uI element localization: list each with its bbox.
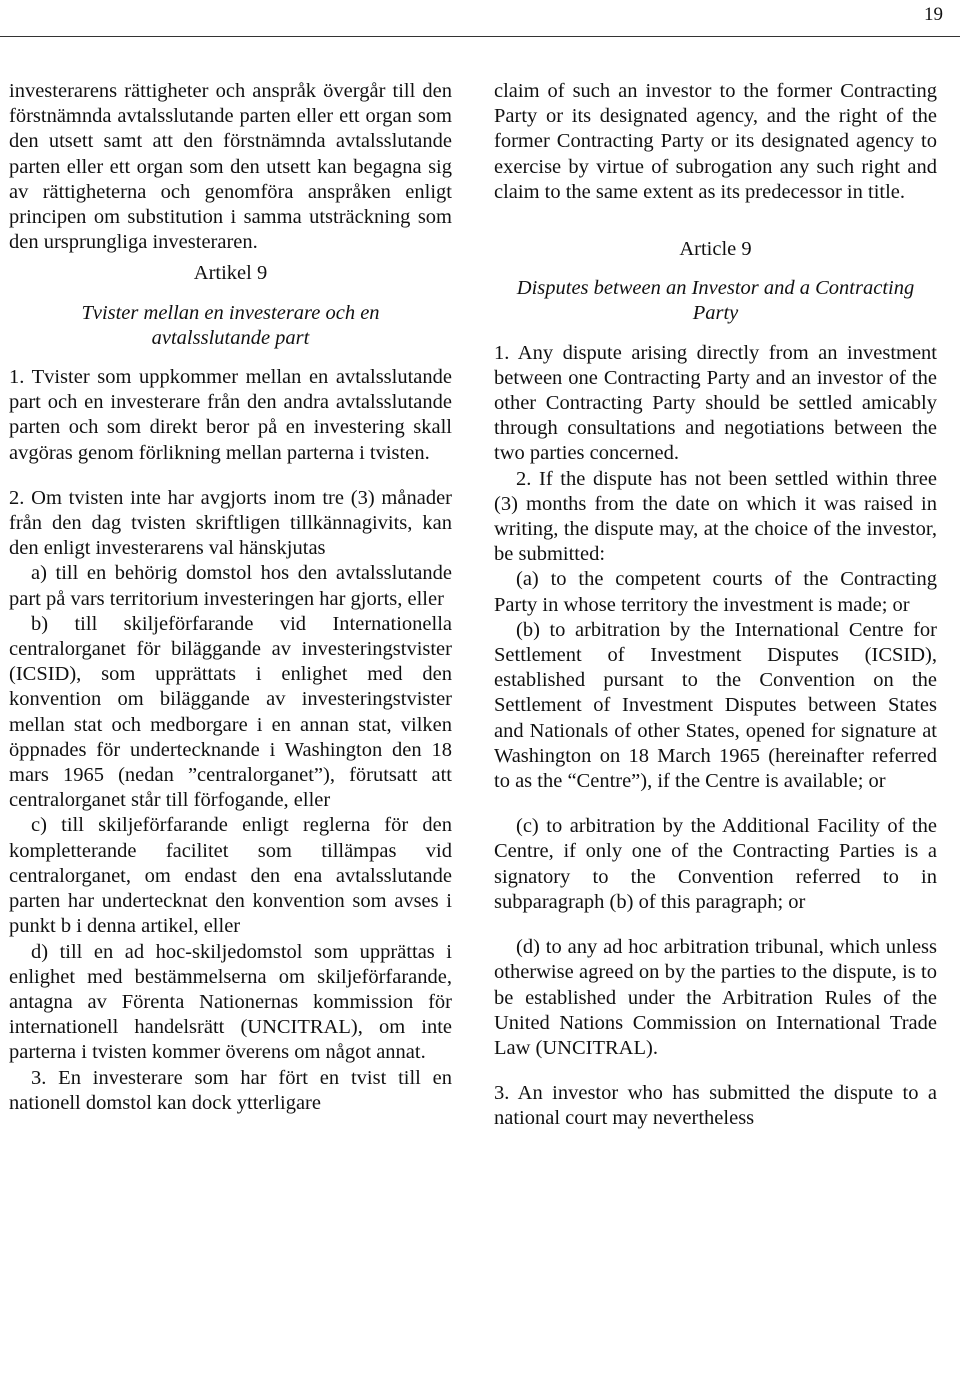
- paragraph-3: 3. En investerare som har fört en tvist till en nationell domstol kan dock ytterligare: [9, 1066, 452, 1114]
- english-column: [494, 79, 937, 1132]
- item-c: (c) to arbitration by the Additional Facility of the Centre, if only one of the Contracting Parties is a signatory to the Convention referred to in subparagraph (b) of this paragraph; or: [494, 815, 937, 913]
- item-a: (a) to the competent courts of the Contracting Party in whose territory the investment is made; or: [494, 568, 937, 616]
- intro-paragraph: claim of such an investor to the former Contracting Party or its designated agency, and the right of the former Contracting Party or its designated agency to exercise by virtue of subrogation any such right and claim to the same extent as its predecessor in title.: [494, 80, 937, 203]
- article-subtitle: Tvister mellan en investerare och en avtalsslutande part: [81, 301, 380, 349]
- article-subtitle: Disputes between an Investor and a Contracting Party: [516, 277, 915, 325]
- paragraph-1: 1. Any dispute arising directly from an investment between one Contracting Party and an investor of the other Contracting Party should be settled amicably through consultations and negotiations between the two parties concerned.: [494, 341, 937, 465]
- item-b: b) till skiljeförfarande vid Internationella centralorganet för biläggande av investeringstvister (ICSID), som upprättats i enlighet med den konvention om biläggande av investeringstvister mellan stat och medborgare i en annan stat, vilken öppnades för undertecknande i Washington den 18 mars 1965 (nedan ”centralorganet”), förutsatt att centralorganet står till förfogande, eller: [9, 612, 452, 812]
- item-d: d) till en ad hoc-skiljedomstol som upprättas i enlighet med bestämmelserna om skiljeförfarande, antagna av Förenta Nationernas kommission för internationell handelsrätt (UNCITRAL), om inte parterna i tvisten kommer överens om något annat.: [9, 940, 452, 1064]
- item-b: (b) to arbitration by the International Centre for Settlement of Investment Disputes (ICSID), established pursant to the Convention on the Settlement of Investment Disputes between States and Nationals of other States, opened for signature at Washington on 18 March 1965 (hereinafter referred to as the “Centre”), if the Centre is available; or: [494, 618, 937, 793]
- article-heading: Article 9: [679, 238, 752, 261]
- item-a: a) till en behörig domstol hos den avtalsslutande part på vars territorium investeringen har gjorts, eller: [9, 562, 452, 610]
- paragraph-2: 2. If the dispute has not been settled within three (3) months from the date on which it was raised in writing, the dispute may, at the choice of the investor, be submitted:: [494, 467, 937, 566]
- item-c: c) till skiljeförfarande enligt reglerna för den kompletterande facilitet som tillämpas vid centralorganet, om endast den ena avtalsslutande parten har undertecknat den konvention som avses i punkt b i denna artikel, eller: [9, 814, 452, 938]
- item-d: (d) to any ad hoc arbitration tribunal, which unless otherwise agreed on by the parties to the dispute, is to be established under the Arbitration Rules of the United Nations Commission on International Trade Law (UNCITRAL).: [494, 936, 937, 1059]
- intro-paragraph: investerarens rättigheter och anspråk övergår till den förstnämnda avtalsslutande parten eller ett organ som den utsett samt att den förstnämnda avtalsslutande parten eller ett organ som den utsett kan begagna sig av rättigheterna och genomföra anspråken enligt principen om substitution i samma utsträckning som den ursprungliga investeraren.: [9, 80, 452, 254]
- paragraph-1: 1. Tvister som uppkommer mellan en avtalsslutande part och en investerare från den andra avtalsslutande parten och som direkt beror på en investering skall avgöras genom förlikning mellan parterna i tvisten.: [9, 366, 452, 464]
- swedish-column: [9, 79, 452, 1116]
- article-heading: Artikel 9: [193, 262, 268, 285]
- header-rule: [0, 36, 960, 37]
- paragraph-2: 2. Om tvisten inte har avgjorts inom tre (3) månader från den dag tvisten skriftligen tillkännagivits, kan den enligt investerarens val hänskjutas: [9, 486, 452, 560]
- paragraph-3: 3. An investor who has submitted the dispute to a national court may nevertheless: [494, 1082, 937, 1130]
- page-number: 19: [924, 4, 943, 25]
